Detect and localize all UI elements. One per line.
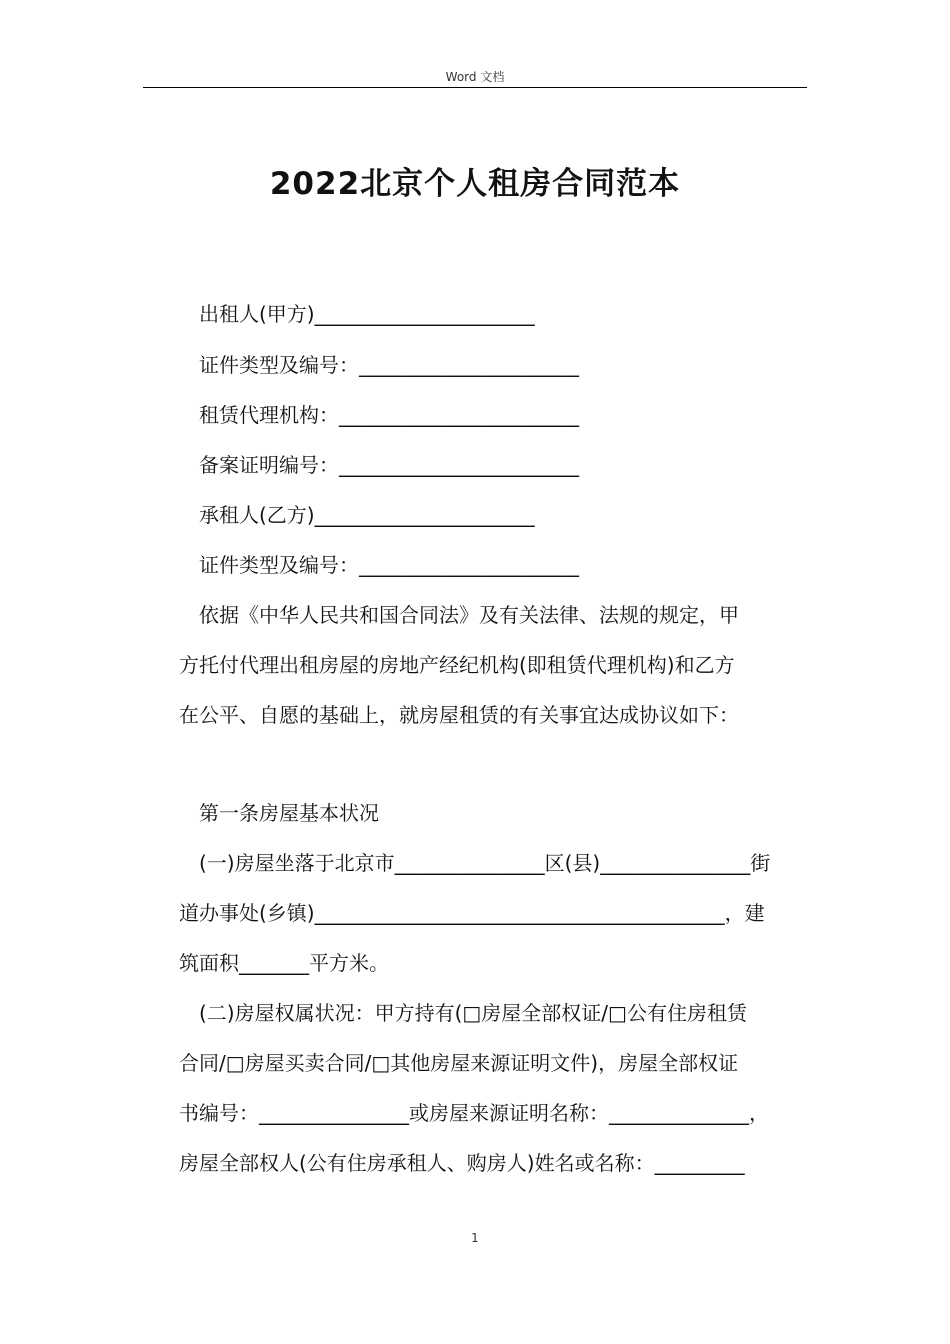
clause-line: (一)房屋坐落于北京市_______________区(县)_______________街 [199, 851, 771, 875]
lessor-field: 出租人(甲方)______________________ [199, 302, 535, 326]
lessor-id-field: 证件类型及编号：______________________ [199, 353, 579, 377]
lessee-id-field: 证件类型及编号：______________________ [199, 553, 579, 577]
intro-line: 在公平、自愿的基础上，就房屋租赁的有关事宜达成协议如下： [179, 703, 739, 727]
clause-line: (二)房屋权属状况：甲方持有(□房屋全部权证/□公有住房租赁 [199, 1001, 747, 1025]
header-label: Word 文档 [445, 70, 505, 84]
clause-line: 合同/□房屋买卖合同/□其他房屋来源证明文件)，房屋全部权证 [179, 1051, 739, 1075]
clause-line: 书编号：_______________或房屋来源证明名称：______________， [179, 1101, 769, 1125]
intro-line: 方托付代理出租房屋的房地产经纪机构(即租赁代理机构)和乙方 [179, 653, 735, 677]
page-number: 1 [471, 1231, 479, 1245]
agency-field: 租赁代理机构：________________________ [199, 403, 579, 427]
document-title: 2022北京个人租房合同范本 [269, 166, 681, 202]
clause-line: 筑面积_______平方米。 [179, 951, 389, 975]
intro-line: 依据《中华人民共和国合同法》及有关法律、法规的规定，甲 [199, 603, 739, 627]
article-heading: 第一条房屋基本状况 [199, 801, 379, 825]
lessee-field: 承租人(乙方)______________________ [199, 503, 535, 527]
clause-line: 房屋全部权人(公有住房承租人、购房人)姓名或名称：_________ [179, 1151, 745, 1175]
record-number-field: 备案证明编号：________________________ [199, 453, 579, 477]
clause-line: 道办事处(乡镇)_________________________________________，建 [179, 901, 765, 925]
header-divider [143, 87, 807, 88]
